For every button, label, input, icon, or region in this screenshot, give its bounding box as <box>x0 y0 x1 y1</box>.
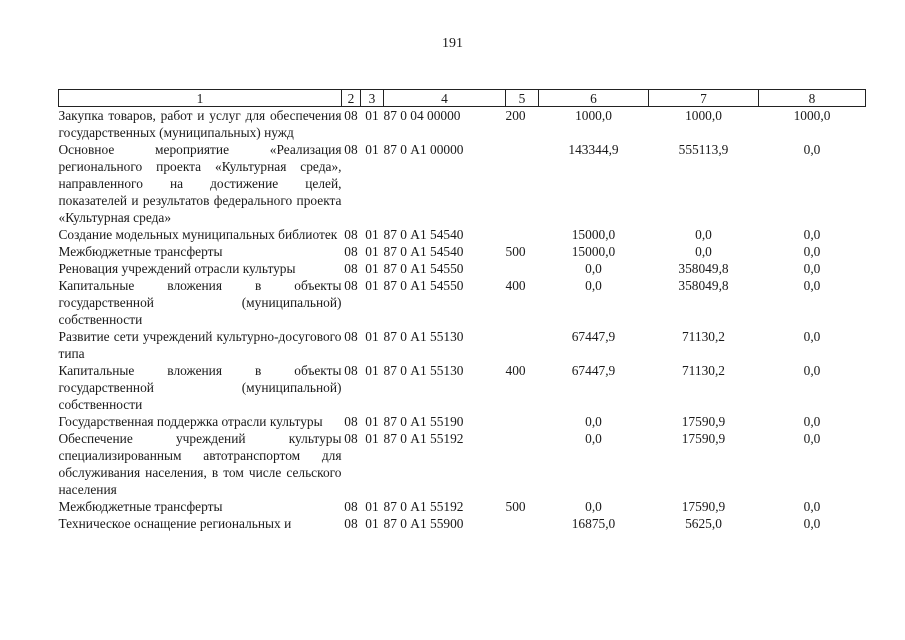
expense-type-code <box>506 328 539 362</box>
amount-col-7: 1000,0 <box>685 108 722 123</box>
target-article-code: 87 0 А1 55192 <box>383 431 464 446</box>
amount-col-6: 15000,0 <box>571 227 616 242</box>
amount-col-6: 67447,9 <box>571 363 616 378</box>
table-row <box>59 107 866 142</box>
row-name: Капитальные вложения в объекты государственной (муниципальной) собственности <box>58 363 342 412</box>
table-row <box>59 498 866 515</box>
expense-type-code: 500 <box>505 244 526 259</box>
expense-type-code <box>506 260 539 277</box>
column-header-6: 6 <box>539 90 649 107</box>
target-article-code: 87 0 А1 54540 <box>383 244 464 259</box>
amount-col-8: 0,0 <box>803 329 821 344</box>
subsection-code: 01 <box>365 142 379 157</box>
target-article-code: 87 0 А1 55190 <box>383 414 464 429</box>
amount-col-7: 0,0 <box>695 244 712 259</box>
row-name: Реновация учреждений отрасли культуры <box>58 261 296 276</box>
target-article-code: 87 0 А1 54540 <box>383 227 464 242</box>
amount-col-8: 0,0 <box>803 431 821 446</box>
section-code: 08 <box>344 244 358 259</box>
table-row <box>59 328 866 362</box>
section-code: 08 <box>344 363 358 378</box>
amount-col-6: 67447,9 <box>571 329 616 344</box>
amount-col-6: 15000,0 <box>571 244 616 259</box>
row-name: Межбюджетные трансферты <box>58 499 223 514</box>
subsection-code: 01 <box>365 261 379 276</box>
budget-table <box>58 89 866 532</box>
table-row <box>59 141 866 226</box>
column-header-2: 2 <box>342 90 361 107</box>
row-name: Обеспечение учреждений культуры специализированным автотранспортом для обслуживания населения, в том числе сельского населения <box>58 431 342 497</box>
subsection-code: 01 <box>365 431 379 446</box>
amount-col-7: 17590,9 <box>681 499 726 514</box>
table-row <box>59 277 866 328</box>
section-code: 08 <box>344 499 358 514</box>
table-row <box>59 413 866 430</box>
table-row <box>59 515 866 532</box>
amount-col-7: 71130,2 <box>681 363 726 378</box>
target-article-code: 87 0 А1 54550 <box>383 278 464 293</box>
amount-col-7: 358049,8 <box>678 261 729 276</box>
amount-col-6: 0,0 <box>585 499 602 514</box>
amount-col-8: 0,0 <box>803 516 821 531</box>
row-name: Капитальные вложения в объекты государственной (муниципальной) собственности <box>58 278 342 327</box>
section-code: 08 <box>344 142 358 157</box>
row-name: Закупка товаров, работ и услуг для обеспечения государственных (муниципальных) нужд <box>58 108 342 140</box>
row-name: Основное мероприятие «Реализация регионального проекта «Культурная среда», направленного на достижение целей, показателей и результатов федерального проекта «Культурная среда» <box>58 142 342 225</box>
subsection-code: 01 <box>365 227 379 242</box>
target-article-code: 87 0 А1 55130 <box>383 329 464 344</box>
amount-col-8: 0,0 <box>803 363 821 378</box>
table-row <box>59 226 866 243</box>
row-name: Межбюджетные трансферты <box>58 244 223 259</box>
section-code: 08 <box>344 329 358 344</box>
target-article-code: 87 0 А1 55130 <box>383 363 464 378</box>
target-article-code: 87 0 04 00000 <box>383 108 461 123</box>
amount-col-6: 1000,0 <box>575 108 612 123</box>
target-article-code: 87 0 А1 00000 <box>383 142 464 157</box>
row-name: Техническое оснащение региональных и <box>58 516 292 531</box>
subsection-code: 01 <box>365 363 379 378</box>
row-name: Государственная поддержка отрасли культуры <box>58 414 323 429</box>
target-article-code: 87 0 А1 55900 <box>383 516 464 531</box>
amount-col-7: 0,0 <box>695 227 712 242</box>
amount-col-8: 0,0 <box>803 278 821 293</box>
section-code: 08 <box>344 261 358 276</box>
expense-type-code: 500 <box>505 499 526 514</box>
row-name: Развитие сети учреждений культурно-досугового типа <box>58 329 342 361</box>
expense-type-code: 400 <box>505 278 526 293</box>
section-code: 08 <box>344 431 358 446</box>
column-header-4: 4 <box>384 90 506 107</box>
amount-col-6: 16875,0 <box>571 516 616 531</box>
expense-type-code <box>506 515 539 532</box>
subsection-code: 01 <box>365 244 379 259</box>
amount-col-6: 143344,9 <box>568 142 619 157</box>
section-code: 08 <box>344 516 358 531</box>
column-header-3: 3 <box>361 90 384 107</box>
amount-col-8: 0,0 <box>803 142 821 157</box>
amount-col-7: 17590,9 <box>681 414 726 429</box>
expense-type-code <box>506 413 539 430</box>
amount-col-8: 0,0 <box>803 414 821 429</box>
column-header-8: 8 <box>759 90 866 107</box>
row-name: Создание модельных муниципальных библиотек <box>58 227 338 242</box>
subsection-code: 01 <box>365 499 379 514</box>
amount-col-7: 17590,9 <box>681 431 726 446</box>
amount-col-6: 0,0 <box>585 414 602 429</box>
subsection-code: 01 <box>365 108 379 123</box>
header-row <box>59 90 866 107</box>
expense-type-code: 400 <box>505 363 526 378</box>
expense-type-code: 200 <box>505 108 526 123</box>
subsection-code: 01 <box>365 516 379 531</box>
page-number: 191 <box>442 36 463 51</box>
section-code: 08 <box>344 108 358 123</box>
column-header-1: 1 <box>59 90 342 107</box>
amount-col-8: 1000,0 <box>793 108 831 123</box>
target-article-code: 87 0 А1 55192 <box>383 499 464 514</box>
section-code: 08 <box>344 278 358 293</box>
subsection-code: 01 <box>365 329 379 344</box>
table-row <box>59 362 866 413</box>
expense-type-code <box>506 226 539 243</box>
section-code: 08 <box>344 227 358 242</box>
amount-col-6: 0,0 <box>585 261 602 276</box>
amount-col-7: 555113,9 <box>678 142 729 157</box>
amount-col-8: 0,0 <box>803 261 821 276</box>
subsection-code: 01 <box>365 414 379 429</box>
target-article-code: 87 0 А1 54550 <box>383 261 464 276</box>
table-row <box>59 430 866 498</box>
amount-col-7: 5625,0 <box>685 516 722 531</box>
column-header-5: 5 <box>506 90 539 107</box>
column-header-7: 7 <box>649 90 759 107</box>
table-row <box>59 260 866 277</box>
expense-type-code <box>506 430 539 498</box>
amount-col-8: 0,0 <box>803 244 821 259</box>
section-code: 08 <box>344 414 358 429</box>
amount-col-6: 0,0 <box>585 278 602 293</box>
subsection-code: 01 <box>365 278 379 293</box>
amount-col-8: 0,0 <box>803 499 821 514</box>
amount-col-7: 71130,2 <box>681 329 726 344</box>
table-row <box>59 243 866 260</box>
amount-col-8: 0,0 <box>803 227 821 242</box>
amount-col-7: 358049,8 <box>678 278 729 293</box>
expense-type-code <box>506 141 539 226</box>
amount-col-6: 0,0 <box>585 431 602 446</box>
